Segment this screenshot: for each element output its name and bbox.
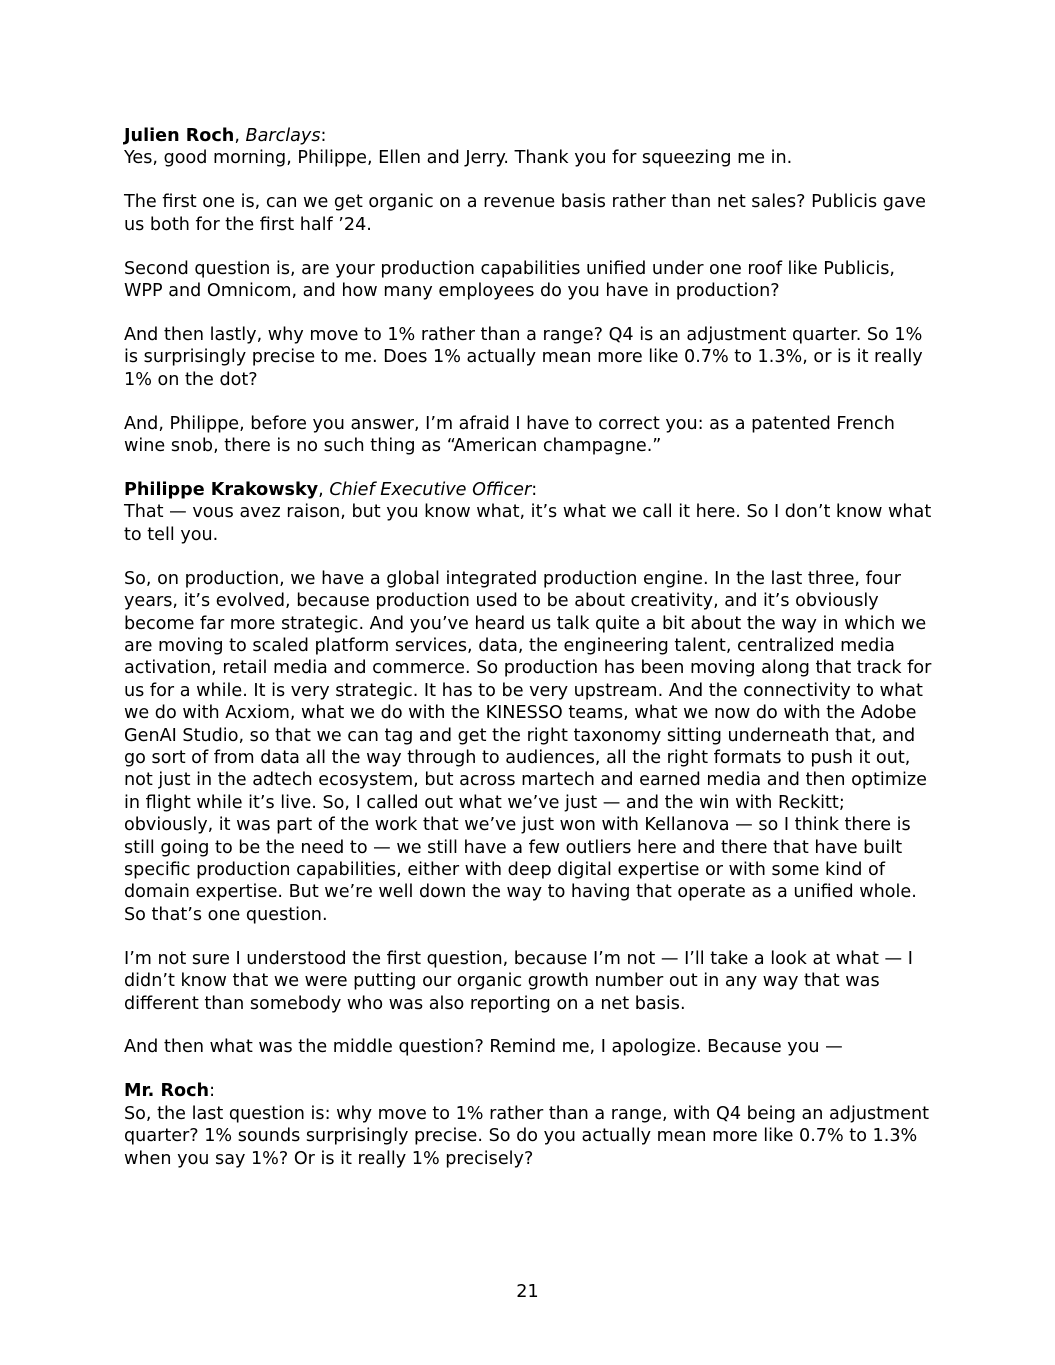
speaker-affiliation: Barclays <box>245 126 321 146</box>
speaker-header <box>124 125 934 147</box>
speaker-remark: So, the last question is: why move to 1% rather than a range, with Q4 being an adjustment quarter? 1% sounds surprisingly precise. So do you actually mean more like 0.7% to 1.3% when you say 1%? Or is it really 1% precisely? <box>124 1103 930 1169</box>
speaker-name: Mr. Roch <box>124 1081 210 1102</box>
transcript-paragraph: And, Philippe, before you answer, I’m afraid I have to correct you: as a patented French wine snob, there is no such thing as “American champagne.” <box>124 413 895 457</box>
speaker-separator: , <box>234 126 246 146</box>
speaker-header <box>124 479 934 501</box>
speaker-block <box>124 1080 934 1170</box>
speaker-header <box>124 1080 934 1102</box>
transcript-page <box>124 125 934 1191</box>
speaker-colon: : <box>531 479 538 500</box>
transcript-paragraph: So, on production, we have a global integrated production engine. In the last three, four years, it’s evolved, because production used to be about creativity, and it’s obviously become far more strategic. And you’ve heard us talk quite a bit about the way in which we are moving to scaled platform services, data, the engineering talent, centralized media activation, retail media and commerce. So production has been moving along that track for us for a while. It is very strategic. It has to be very upstream. And the connectivity to what we do with Acxiom, what we do with the KINESSO teams, what we now do with the Adobe GenAI Studio, so that we can tag and get the right taxonomy sitting underneath that, and go sort of from data all the way through to audiences, all the right formats to push it out, not just in the adtech ecosystem, but across martech and earned media and then optimize in flight while it’s live. So, I called out what we’ve just — and the win with Reckitt; obviously, it was part of the work that we’ve just won with Kellanova — so I think there is still going to be the need to — we still have a few outliers here and there that have built specific production capabilities, either with deep digital expertise or with some kind of domain expertise. But we’re well down the way to having that operate as a unified whole. So that’s one question. <box>124 568 932 925</box>
transcript-paragraph: Second question is, are your production capabilities unified under one roof like Publicis, WPP and Omnicom, and how many employees do you have in production? <box>124 258 895 302</box>
speaker-name: Philippe Krakowsky <box>124 479 319 500</box>
transcript-paragraph: And then lastly, why move to 1% rather than a range? Q4 is an adjustment quarter. So 1% is surprisingly precise to me. Does 1% actually mean more like 0.7% to 1.3%, or is it really 1% on the dot? <box>124 324 923 390</box>
speaker-block <box>124 125 934 170</box>
speaker-name: Julien Roch <box>124 126 235 146</box>
speaker-colon: : <box>209 1081 216 1102</box>
transcript-paragraph: I’m not sure I understood the first question, because I’m not — I’ll take a look at what — I didn’t know that we were putting our organic growth number out in any way that was different than somebody who was also reporting on a net basis. <box>124 948 913 1014</box>
speaker-separator: , <box>318 479 330 500</box>
transcript-paragraph: And then what was the middle question? Remind me, I apologize. Because you — <box>124 1037 843 1058</box>
page-number: 21 <box>516 1282 539 1302</box>
transcript-paragraph: The first one is, can we get organic on a revenue basis rather than net sales? Publicis gave us both for the first half ’24. <box>124 192 926 235</box>
speaker-colon: : <box>320 126 327 146</box>
speaker-title: Chief Executive Officer <box>329 479 532 500</box>
speaker-block <box>124 479 934 546</box>
speaker-remark: That — vous avez raison, but you know what, it’s what we call it here. So I don’t know what to tell you. <box>124 502 932 545</box>
speaker-remark: Yes, good morning, Philippe, Ellen and Jerry. Thank you for squeezing me in. <box>124 148 793 169</box>
